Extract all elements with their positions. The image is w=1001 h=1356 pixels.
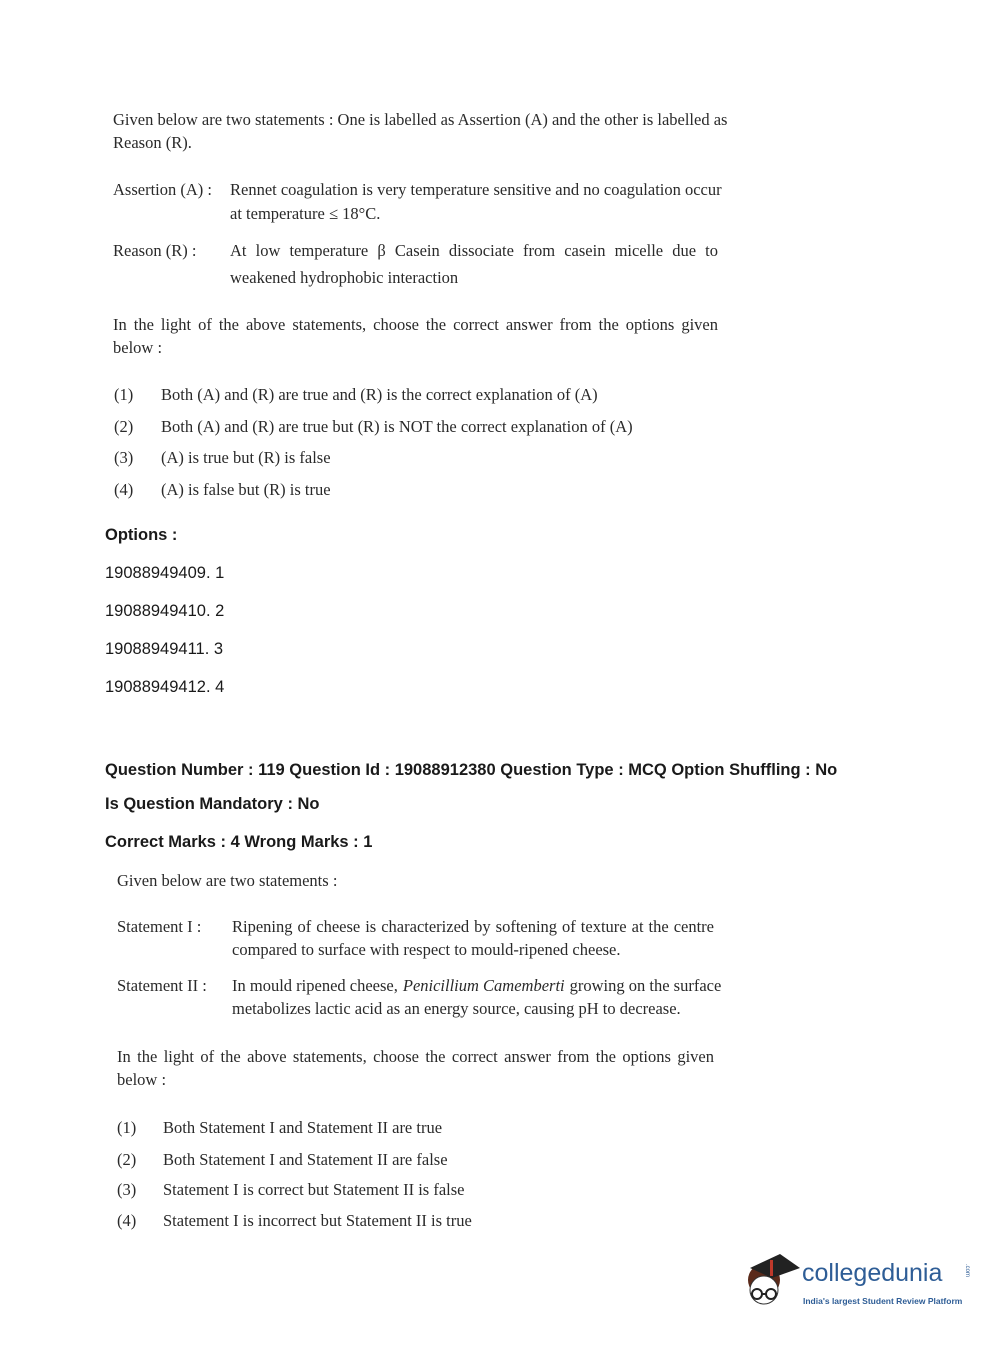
assertion-line1: Rennet coagulation is very temperature sensitive and no coagulation occur <box>230 180 722 199</box>
q2-choice-text: Both Statement I and Statement II are true <box>163 1118 443 1137</box>
logo-brand: collegedunia <box>802 1259 943 1287</box>
q1-choice-num: (4) <box>114 480 134 499</box>
statement2-text: growing on the surface <box>569 976 722 995</box>
q2-choice-num: (1) <box>117 1118 137 1137</box>
q1-choice-num: (2) <box>114 417 134 436</box>
question-info: Question Number : 119 Question Id : 19088912380 Question Type : MCQ Option Shuffling : No <box>105 761 838 779</box>
question-mandatory: Is Question Mandatory : No <box>105 795 320 813</box>
statement2-species: Penicillium Camemberti <box>402 976 565 995</box>
q1-choice-text: Both (A) and (R) are true and (R) is the correct explanation of (A) <box>161 385 598 404</box>
q1-prompt-line1: In the light of the above statements, choose the correct answer from the options given <box>113 315 718 334</box>
q1-choice-text: (A) is true but (R) is false <box>161 448 331 467</box>
statement2-line2: metabolizes lactic acid as an energy source, causing pH to decrease. <box>232 999 681 1018</box>
q2-choice-num: (4) <box>117 1211 137 1230</box>
q1-choice-text: Both (A) and (R) are true but (R) is NOT the correct explanation of (A) <box>161 417 633 436</box>
q2-choice-num: (3) <box>117 1180 137 1199</box>
option-id: 19088949411. 3 <box>105 640 224 658</box>
q2-prompt-line2: below : <box>117 1070 167 1089</box>
option-id: 19088949410. 2 <box>105 602 225 620</box>
q1-choice-num: (1) <box>114 385 134 404</box>
statement1-label: Statement I : <box>117 917 202 936</box>
q1-intro-line1: Given below are two statements : One is labelled as Assertion (A) and the other is labelled as <box>113 110 728 129</box>
statement1-line2: compared to surface with respect to mould-ripened cheese. <box>232 940 621 959</box>
q1-choice-num: (3) <box>114 448 134 467</box>
reason-line1: At low temperature β Casein dissociate from casein micelle due to <box>230 241 718 260</box>
mascot-icon <box>742 1250 802 1320</box>
collegedunia-logo <box>742 1250 982 1320</box>
logo-suffix: .com <box>964 1264 970 1278</box>
assertion-label: Assertion (A) : <box>113 180 212 199</box>
question-marks: Correct Marks : 4 Wrong Marks : 1 <box>105 833 373 851</box>
q1-prompt-line2: below : <box>113 338 163 357</box>
statement1-line1: Ripening of cheese is characterized by softening of texture at the centre <box>232 917 714 936</box>
statement2-text: In mould ripened cheese, <box>232 976 398 995</box>
q2-choice-text: Statement I is correct but Statement II is false <box>163 1180 465 1199</box>
q2-choice-text: Statement I is incorrect but Statement II is true <box>163 1211 472 1230</box>
assertion-line2: at temperature ≤ 18°C. <box>230 204 381 223</box>
option-id: 19088949412. 4 <box>105 678 225 696</box>
statement2-line1 <box>232 976 721 996</box>
options-heading: Options : <box>105 526 178 544</box>
reason-label: Reason (R) : <box>113 241 197 260</box>
q1-intro-line2: Reason (R). <box>113 133 192 152</box>
q2-intro: Given below are two statements : <box>117 871 338 890</box>
q1-choice-text: (A) is false but (R) is true <box>161 480 331 499</box>
option-id: 19088949409. 1 <box>105 564 225 582</box>
q2-prompt-line1: In the light of the above statements, choose the correct answer from the options given <box>117 1047 714 1066</box>
logo-tagline: India's largest Student Review Platform <box>803 1296 963 1306</box>
q2-choice-text: Both Statement I and Statement II are false <box>163 1150 448 1169</box>
q2-choice-num: (2) <box>117 1150 137 1169</box>
statement2-label: Statement II : <box>117 976 207 995</box>
reason-line2: weakened hydrophobic interaction <box>230 268 459 287</box>
